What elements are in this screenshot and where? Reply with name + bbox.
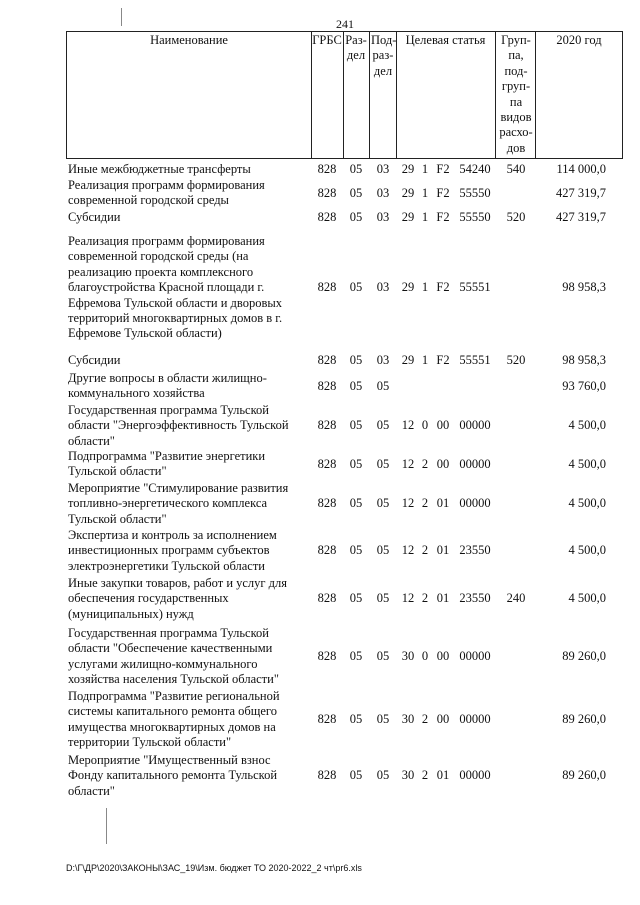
- cell-cs3: 00: [436, 649, 450, 664]
- cell-cs1: 29: [401, 353, 415, 367]
- cell-name: Реализация программ формирования современной городской среды (на реализацию проекта комплексного благоустройства Красной площади г. Ефремова Тульской области и дворовых территорий многоквартирных домов в г. Ефремове Тульской области): [68, 234, 283, 341]
- cell-cs1: 12: [401, 591, 415, 606]
- cell-cs4: 00000: [459, 496, 491, 511]
- cell-cs3: 00: [436, 712, 450, 727]
- cell-grbs: 828: [317, 649, 337, 664]
- cell-name: Государственная программа Тульской области "Обеспечение качественными услугами жилищно-коммунального хозяйства населения Тульской области": [68, 626, 279, 687]
- cell-podrazdel: 05: [376, 496, 390, 511]
- cell-cs4: 00000: [459, 456, 491, 471]
- cell-amount: 4 500,0: [568, 591, 606, 606]
- cell-amount: 89 260,0: [562, 712, 606, 727]
- cell-grbs: 828: [317, 280, 337, 295]
- cell-cs2: 2: [421, 768, 429, 783]
- cell-name: Мероприятие "Имущественный взнос Фонду капитального ремонта Тульской области": [68, 753, 278, 798]
- cell-name: Другие вопросы в области жилищно-коммунального хозяйства: [68, 371, 267, 401]
- cell-cs2: 2: [421, 591, 429, 606]
- cell-cs3: F2: [436, 280, 450, 295]
- cell-cs3: F2: [436, 210, 450, 224]
- cell-amount: 427 319,7: [556, 210, 606, 224]
- cell-grbs: 828: [317, 768, 337, 783]
- cell-vid: 240: [506, 591, 526, 606]
- cell-cs3: 01: [436, 496, 450, 511]
- cell-cs4: 00000: [459, 649, 491, 664]
- cell-amount: 427 319,7: [556, 185, 606, 200]
- cell-cs2: 1: [421, 162, 429, 176]
- cell-grbs: 828: [317, 210, 337, 224]
- cell-grbs: 828: [317, 496, 337, 511]
- cell-razdel: 05: [349, 649, 363, 664]
- cell-cs3: 01: [436, 543, 450, 558]
- cell-podrazdel: 05: [376, 378, 390, 393]
- header-year: 2020 год: [556, 33, 602, 47]
- cell-cs1: 30: [401, 649, 415, 664]
- cell-podrazdel: 05: [376, 418, 390, 433]
- cell-amount: 4 500,0: [568, 496, 606, 511]
- cell-razdel: 05: [349, 418, 363, 433]
- cell-grbs: 828: [317, 543, 337, 558]
- cell-cs4: 00000: [459, 712, 491, 727]
- cell-grbs: 828: [317, 418, 337, 433]
- cell-razdel: 05: [349, 496, 363, 511]
- cell-cs4: 55550: [459, 210, 491, 224]
- cell-razdel: 05: [349, 280, 363, 295]
- cell-cs2: 1: [421, 185, 429, 200]
- cell-cs1: 12: [401, 418, 415, 433]
- cell-podrazdel: 05: [376, 649, 390, 664]
- cell-cs3: 00: [436, 456, 450, 471]
- cell-cs1: 12: [401, 496, 415, 511]
- cell-grbs: 828: [317, 378, 337, 393]
- cell-cs3: 01: [436, 591, 450, 606]
- cell-name: Подпрограмма "Развитие региональной системы капитального ремонта общего имущества многоквартирных домов на территории Тульской области": [68, 689, 280, 750]
- cell-cs4: 55551: [459, 280, 491, 295]
- cell-cs2: 1: [421, 353, 429, 367]
- header-razdel: Раз- дел: [345, 33, 367, 63]
- cell-razdel: 05: [349, 162, 363, 176]
- cell-vid: 540: [506, 162, 526, 176]
- page-number: 241: [336, 17, 354, 31]
- cell-cs2: 1: [421, 210, 429, 224]
- cell-amount: 89 260,0: [562, 649, 606, 664]
- header-name: Наименование: [150, 33, 228, 47]
- cell-amount: 4 500,0: [568, 456, 606, 471]
- cell-podrazdel: 05: [376, 768, 390, 783]
- cell-razdel: 05: [349, 768, 363, 783]
- cell-name: Реализация программ формирования современной городской среды: [68, 178, 265, 208]
- cell-cs4: 23550: [459, 591, 491, 606]
- cell-podrazdel: 03: [376, 353, 390, 367]
- cell-podrazdel: 05: [376, 456, 390, 471]
- cell-grbs: 828: [317, 712, 337, 727]
- cell-grbs: 828: [317, 162, 337, 176]
- cell-razdel: 05: [349, 185, 363, 200]
- cell-name: Иные закупки товаров, работ и услуг для обеспечения государственных (муниципальных) нужд: [68, 576, 288, 621]
- cell-vid: 520: [506, 210, 526, 224]
- header-target-article: Целевая статья: [405, 33, 486, 47]
- cell-amount: 89 260,0: [562, 768, 606, 783]
- cell-cs1: 30: [401, 768, 415, 783]
- cell-podrazdel: 03: [376, 162, 390, 176]
- cell-podrazdel: 03: [376, 185, 390, 200]
- cell-grbs: 828: [317, 456, 337, 471]
- cell-cs2: 2: [421, 456, 429, 471]
- cell-amount: 4 500,0: [568, 418, 606, 433]
- cell-cs2: 0: [421, 649, 429, 664]
- cell-cs4: 00000: [459, 768, 491, 783]
- cell-cs3: F2: [436, 185, 450, 200]
- cell-cs2: 2: [421, 496, 429, 511]
- cell-podrazdel: 05: [376, 712, 390, 727]
- cell-name: Мероприятие "Стимулирование развития топливно-энергетического комплекса Тульской области": [68, 481, 289, 526]
- cell-name: Иные межбюджетные трансферты: [68, 162, 251, 176]
- cell-grbs: 828: [317, 185, 337, 200]
- cell-cs4: 23550: [459, 543, 491, 558]
- cell-cs1: 29: [401, 162, 415, 176]
- cell-grbs: 828: [317, 353, 337, 367]
- cell-name: Субсидии: [68, 353, 121, 367]
- cell-name: Субсидии: [68, 210, 121, 224]
- header-podrazdel: Под- раз- дел: [371, 33, 397, 78]
- cell-razdel: 05: [349, 210, 363, 224]
- cell-cs4: 00000: [459, 418, 491, 433]
- cell-cs3: 01: [436, 768, 450, 783]
- cell-amount: 4 500,0: [568, 543, 606, 558]
- cell-cs2: 2: [421, 712, 429, 727]
- cell-name: Подпрограмма "Развитие энергетики Тульской области": [68, 449, 266, 479]
- footer-file-path: D:\Г\ДР\2020\ЗАКОНЫ\ЗАС_19\Изм. бюджет ТО 2020-2022_2 чт\pr6.xls: [66, 863, 362, 873]
- cell-cs2: 2: [421, 543, 429, 558]
- cell-razdel: 05: [349, 353, 363, 367]
- cell-amount: 98 958,3: [562, 353, 606, 367]
- cell-cs1: 12: [401, 543, 415, 558]
- cell-amount: 93 760,0: [562, 378, 606, 393]
- cell-cs4: 54240: [459, 162, 491, 176]
- scan-mark: [106, 808, 107, 844]
- cell-podrazdel: 05: [376, 543, 390, 558]
- cell-cs3: F2: [436, 353, 450, 367]
- cell-grbs: 828: [317, 591, 337, 606]
- cell-podrazdel: 05: [376, 591, 390, 606]
- cell-razdel: 05: [349, 456, 363, 471]
- cell-cs4: 55551: [459, 353, 491, 367]
- cell-cs2: 1: [421, 280, 429, 295]
- cell-name: Государственная программа Тульской области "Энергоэффективность Тульской области": [68, 403, 289, 448]
- cell-cs2: 0: [421, 418, 429, 433]
- header-vid: Груп- па, под- груп- па видов расхо- дов: [499, 33, 533, 155]
- cell-cs4: 55550: [459, 185, 491, 200]
- cell-cs1: 29: [401, 210, 415, 224]
- cell-podrazdel: 03: [376, 210, 390, 224]
- cell-razdel: 05: [349, 378, 363, 393]
- cell-cs1: 30: [401, 712, 415, 727]
- cell-amount: 98 958,3: [562, 280, 606, 295]
- scan-mark: [121, 8, 122, 26]
- cell-podrazdel: 03: [376, 280, 390, 295]
- cell-cs3: 00: [436, 418, 450, 433]
- cell-razdel: 05: [349, 712, 363, 727]
- cell-cs1: 29: [401, 185, 415, 200]
- cell-cs1: 29: [401, 280, 415, 295]
- cell-vid: 520: [506, 353, 526, 367]
- cell-razdel: 05: [349, 543, 363, 558]
- cell-cs3: F2: [436, 162, 450, 176]
- cell-name: Экспертиза и контроль за исполнением инвестиционных программ субъектов электроэнергетики Тульской области: [68, 528, 277, 573]
- cell-razdel: 05: [349, 591, 363, 606]
- cell-cs1: 12: [401, 456, 415, 471]
- header-grbs: ГРБС: [312, 33, 342, 47]
- cell-amount: 114 000,0: [556, 162, 606, 176]
